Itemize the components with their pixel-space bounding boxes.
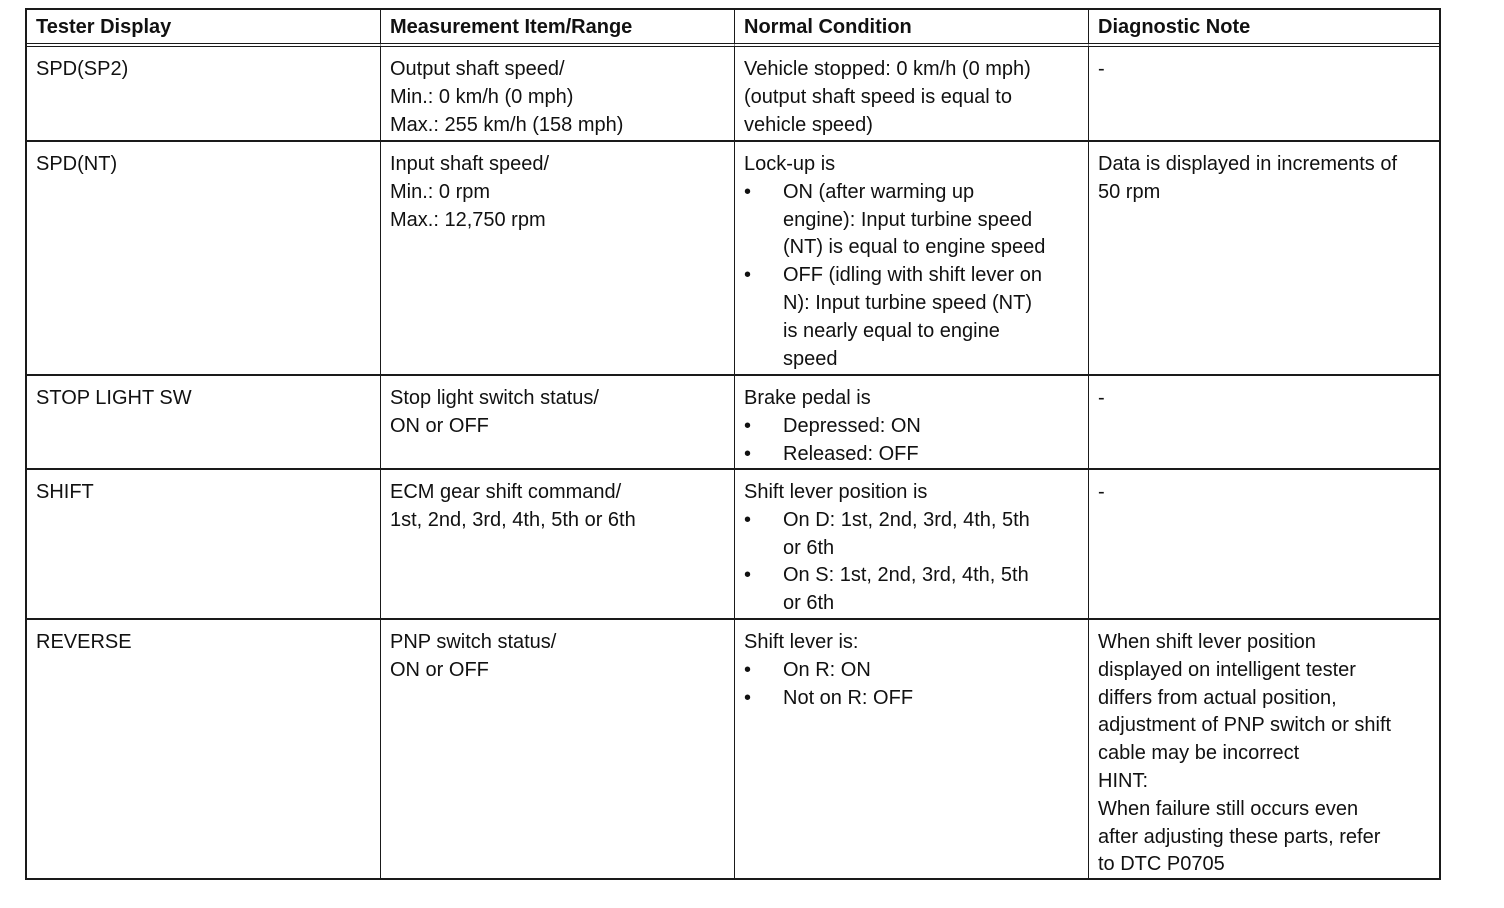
- diagnostic-note-cell: [1089, 376, 1439, 470]
- condition-line: vehicle speed): [744, 113, 873, 136]
- header-tester-display: Tester Display: [27, 10, 381, 47]
- tester-display-value: SHIFT: [36, 481, 94, 503]
- note-line: displayed on intelligent tester: [1098, 658, 1356, 681]
- measurement-line: Min.: 0 km/h (0 mph): [390, 85, 574, 108]
- note-line: -: [1098, 481, 1105, 503]
- condition-bullet-line: engine): Input turbine speed: [783, 208, 1033, 231]
- measurement-cell: [381, 376, 735, 470]
- tester-display-cell: [27, 376, 381, 470]
- condition-bullet-item: [744, 441, 1078, 469]
- measurement-line: Max.: 12,750 rpm: [390, 208, 546, 231]
- condition-line: Vehicle stopped: 0 km/h (0 mph): [744, 58, 1031, 80]
- condition-bullet-line: Not on R: OFF: [783, 686, 914, 709]
- condition-bullet-line: N): Input turbine speed (NT): [783, 291, 1032, 314]
- bullet-icon: •: [744, 442, 752, 465]
- header-measurement-item-range: Measurement Item/Range: [381, 10, 735, 47]
- condition-bullet-line: On D: 1st, 2nd, 3rd, 4th, 5th: [783, 508, 1030, 531]
- note-line: differs from actual position,: [1098, 686, 1337, 709]
- diagnostic-note-cell: [1089, 620, 1439, 878]
- tester-display-cell: [27, 470, 381, 620]
- condition-bullet-item: [744, 179, 1078, 262]
- condition-line: Shift lever is:: [744, 631, 859, 653]
- condition-bullet-line: is nearly equal to engine: [783, 319, 1000, 342]
- normal-condition-cell: [735, 470, 1089, 620]
- diagnostic-note-cell: [1089, 47, 1439, 142]
- note-line: to DTC P0705: [1098, 853, 1225, 876]
- bullet-icon: •: [744, 686, 752, 709]
- bullet-icon: •: [744, 414, 752, 437]
- condition-bullet-line: ON (after warming up: [783, 180, 975, 203]
- note-line: after adjusting these parts, refer: [1098, 825, 1381, 848]
- measurement-cell: [381, 620, 735, 878]
- measurement-cell: [381, 470, 735, 620]
- tester-display-cell: [27, 142, 381, 376]
- measurement-line: Input shaft speed/: [390, 153, 550, 175]
- measurement-line: Output shaft speed/: [390, 58, 565, 80]
- tester-display-cell: [27, 620, 381, 878]
- normal-condition-cell: [735, 376, 1089, 470]
- bullet-icon: •: [744, 508, 752, 531]
- condition-bullet-line: (NT) is equal to engine speed: [783, 236, 1046, 259]
- note-line: cable may be incorrect: [1098, 742, 1300, 765]
- bullet-icon: •: [744, 264, 752, 287]
- note-line: When shift lever position: [1098, 631, 1316, 653]
- note-line: HINT:: [1098, 769, 1148, 792]
- condition-bullet-item: [744, 685, 1078, 713]
- condition-bullet-list: [744, 657, 1078, 713]
- note-line: adjustment of PNP switch or shift: [1098, 714, 1392, 737]
- tester-display-value: SPD(NT): [36, 153, 118, 175]
- note-line: Data is displayed in increments of: [1098, 153, 1398, 175]
- note-line: -: [1098, 387, 1105, 409]
- condition-bullet-line: or 6th: [783, 592, 835, 615]
- normal-condition-cell: [735, 620, 1089, 878]
- condition-bullet-line: Released: OFF: [783, 442, 919, 465]
- bullet-icon: •: [744, 180, 752, 203]
- condition-bullet-item: [744, 507, 1078, 563]
- condition-bullet-item: [744, 562, 1078, 618]
- diagnostic-note-cell: [1089, 470, 1439, 620]
- condition-bullet-item: [744, 413, 1078, 441]
- measurement-cell: [381, 142, 735, 376]
- condition-bullet-list: [744, 179, 1078, 374]
- condition-bullet-line: On S: 1st, 2nd, 3rd, 4th, 5th: [783, 564, 1029, 587]
- measurement-line: Stop light switch status/: [390, 387, 599, 409]
- bullet-icon: •: [744, 564, 752, 587]
- tester-display-cell: [27, 47, 381, 142]
- normal-condition-cell: [735, 142, 1089, 376]
- tester-display-value: STOP LIGHT SW: [36, 387, 192, 409]
- condition-bullet-list: [744, 413, 1078, 469]
- tester-display-value: SPD(SP2): [36, 58, 129, 80]
- measurement-line: 1st, 2nd, 3rd, 4th, 5th or 6th: [390, 508, 636, 531]
- condition-line: (output shaft speed is equal to: [744, 85, 1012, 108]
- note-line: 50 rpm: [1098, 180, 1161, 203]
- condition-bullet-list: [744, 507, 1078, 618]
- tester-display-value: REVERSE: [36, 631, 132, 653]
- note-line: When failure still occurs even: [1098, 797, 1359, 820]
- measurement-line: ON or OFF: [390, 414, 489, 437]
- condition-line: Lock-up is: [744, 153, 836, 175]
- condition-bullet-item: [744, 262, 1078, 373]
- measurement-line: Min.: 0 rpm: [390, 180, 491, 203]
- condition-bullet-line: Depressed: ON: [783, 414, 921, 437]
- condition-bullet-item: [744, 657, 1078, 685]
- measurement-line: Max.: 255 km/h (158 mph): [390, 113, 624, 136]
- measurement-line: PNP switch status/: [390, 631, 557, 653]
- normal-condition-cell: [735, 47, 1089, 142]
- condition-line: Brake pedal is: [744, 387, 871, 409]
- measurement-line: ON or OFF: [390, 658, 489, 681]
- diagnostic-note-cell: [1089, 142, 1439, 376]
- condition-bullet-line: On R: ON: [783, 658, 871, 681]
- condition-bullet-line: or 6th: [783, 536, 835, 559]
- header-normal-condition: Normal Condition: [735, 10, 1089, 47]
- measurement-line: ECM gear shift command/: [390, 481, 622, 503]
- header-diagnostic-note: Diagnostic Note: [1089, 10, 1439, 47]
- measurement-cell: [381, 47, 735, 142]
- condition-line: Shift lever position is: [744, 481, 928, 503]
- bullet-icon: •: [744, 658, 752, 681]
- condition-bullet-line: speed: [783, 347, 838, 370]
- note-line: -: [1098, 58, 1105, 80]
- diagnostic-data-table: [25, 8, 1441, 880]
- condition-bullet-line: OFF (idling with shift lever on: [783, 264, 1042, 287]
